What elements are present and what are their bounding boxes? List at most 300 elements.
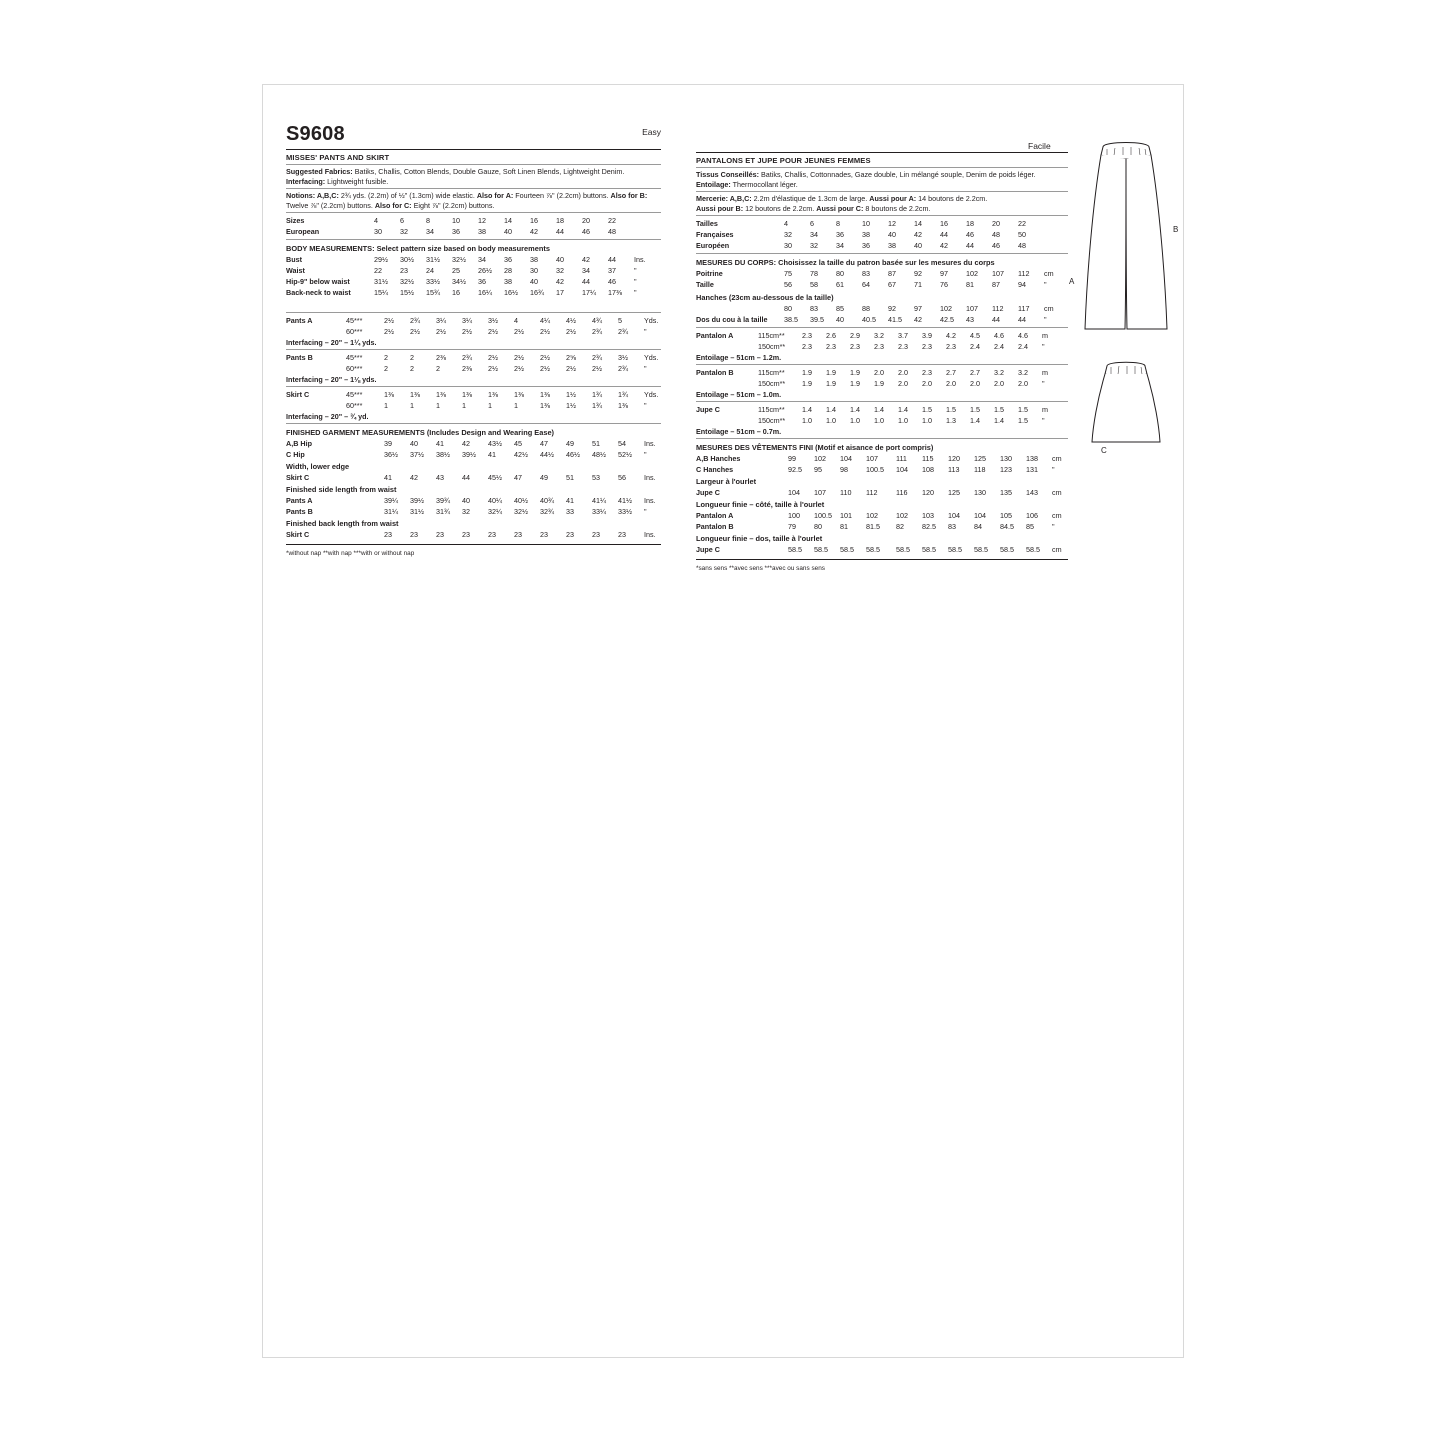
cell: 2⅝ — [566, 353, 576, 362]
cell: 16 — [452, 288, 460, 297]
row-label: Pants B — [286, 353, 313, 362]
cell: 4.6 — [1018, 331, 1028, 340]
unit: Ins. — [644, 530, 656, 539]
cell: 3.7 — [898, 331, 908, 340]
cell: 34 — [426, 227, 434, 236]
cell: 41 — [384, 473, 392, 482]
notions-fr — [696, 194, 1068, 213]
row-label: Skirt C — [286, 473, 310, 482]
cell: 23 — [592, 530, 600, 539]
cell: 58.5 — [866, 545, 880, 554]
cell: 38½ — [436, 450, 450, 459]
cell: 23 — [566, 530, 574, 539]
cell: 38 — [478, 227, 486, 236]
cell: 1⅜ — [462, 390, 472, 399]
row-label: Françaises — [696, 230, 734, 239]
cell: 33½ — [618, 507, 632, 516]
row-label: Pantalon A — [696, 331, 734, 340]
side-length-title-en: Finished side length from waist — [286, 485, 397, 494]
notions-en — [286, 191, 661, 210]
table-row — [286, 506, 661, 517]
notions-b-label-fr: Aussi pour B: — [696, 203, 744, 213]
cell: 2.3 — [946, 342, 956, 351]
cell: 2.0 — [946, 379, 956, 388]
row-label: C Hip — [286, 450, 305, 459]
cell: 46 — [966, 230, 974, 239]
cell: 80 — [836, 269, 844, 278]
cell: 125 — [974, 454, 986, 463]
cell: 1.0 — [826, 416, 836, 425]
cell: 1.5 — [922, 405, 932, 414]
cell: 42 — [940, 241, 948, 250]
cell: 3¼ — [462, 316, 472, 325]
table-row — [696, 314, 1068, 325]
cell: 130 — [1000, 454, 1012, 463]
cell: 1.5 — [970, 405, 980, 414]
cell: 2½ — [436, 327, 446, 336]
cell: 58.5 — [922, 545, 936, 554]
width-lower-edge-title-fr: Largeur à l'ourlet — [696, 477, 757, 486]
cell: 143 — [1026, 488, 1038, 497]
notions-a-text-fr: 14 boutons de 2.2cm. — [916, 194, 988, 203]
cell: 1½ — [566, 390, 576, 399]
unit: " — [1042, 379, 1045, 388]
cell: 4¾ — [592, 316, 602, 325]
cell: 87 — [992, 280, 1000, 289]
cell: 1.4 — [802, 405, 812, 414]
row-label: Pantalon A — [696, 511, 734, 520]
cell: 32 — [556, 266, 564, 275]
row-label: Skirt C — [286, 530, 310, 539]
cell: 16¼ — [478, 288, 492, 297]
divider-fr-bottom — [696, 559, 1068, 560]
suggested-fabrics-en — [286, 167, 661, 186]
fabric-width: 150cm** — [758, 379, 786, 388]
unit: Ins. — [634, 255, 646, 264]
cell: 34 — [836, 241, 844, 250]
interfacing-c-fr: Entoilage – 51cm – 0.7m. — [696, 427, 782, 436]
cell: 44 — [940, 230, 948, 239]
cell: 46 — [992, 241, 1000, 250]
cell: 2.3 — [874, 342, 884, 351]
footnote-en: *without nap **with nap ***with or without nap — [286, 550, 415, 557]
footnote-fr: *sans sens **avec sens ***avec ou sans sens — [696, 565, 825, 572]
fabric-width: 115cm** — [758, 331, 785, 340]
cell: 51 — [592, 439, 600, 448]
cell: 45½ — [488, 473, 502, 482]
french-column — [696, 123, 1068, 572]
cell: 23 — [488, 530, 496, 539]
table-row — [696, 218, 1068, 229]
divider-en-3 — [286, 212, 661, 213]
cell: 3¼ — [436, 316, 446, 325]
cell: 43 — [966, 315, 974, 324]
cell: 107 — [966, 304, 978, 313]
cell: 2.3 — [802, 342, 812, 351]
english-title: MISSES' PANTS AND SKIRT — [286, 153, 390, 162]
cell: 83 — [948, 522, 956, 531]
cell: 39½ — [462, 450, 476, 459]
cell: 8 — [426, 216, 430, 225]
cell: 1⅜ — [384, 390, 394, 399]
cell: 25 — [452, 266, 460, 275]
cell: 1.9 — [826, 368, 836, 377]
hips-table-fr — [696, 303, 1068, 325]
cell: 80 — [814, 522, 822, 531]
cell: 4¼ — [540, 316, 550, 325]
cell: 1.9 — [826, 379, 836, 388]
cell: 104 — [974, 511, 986, 520]
unit: " — [1044, 315, 1047, 324]
cell: 1 — [488, 401, 492, 410]
table-row — [286, 215, 661, 226]
cell: 42 — [914, 230, 922, 239]
cell: 58.5 — [948, 545, 962, 554]
cell: 3.2 — [1018, 368, 1028, 377]
cell: 17 — [556, 288, 564, 297]
cell: 83 — [862, 269, 870, 278]
table-row — [286, 449, 661, 460]
table-row — [286, 276, 661, 287]
unit: m — [1042, 331, 1048, 340]
fabric-width: 60*** — [346, 327, 363, 336]
cell: 2.0 — [970, 379, 980, 388]
hips-title-fr: Hanches (23cm au-dessous de la taille) — [696, 293, 834, 302]
cell: 102 — [966, 269, 978, 278]
cell: 15¼ — [374, 288, 388, 297]
table-row — [286, 326, 661, 337]
row-label: Pantalon B — [696, 522, 734, 531]
unit: cm — [1044, 304, 1054, 313]
cell: 1.4 — [826, 405, 836, 414]
cell: 56 — [784, 280, 792, 289]
table-row — [696, 279, 1068, 290]
cell: 16 — [530, 216, 538, 225]
cell: 85 — [1026, 522, 1034, 531]
cell: 31¾ — [436, 507, 450, 516]
table-row — [696, 415, 1068, 426]
cell: 1.5 — [946, 405, 956, 414]
cell: 2½ — [488, 327, 498, 336]
cell: 71 — [914, 280, 922, 289]
side-length-title-fr: Longueur finie – côté, taille à l'ourlet — [696, 500, 825, 509]
french-title: PANTALONS ET JUPE POUR JEUNES FEMMES — [696, 156, 871, 165]
cell: 102 — [814, 454, 826, 463]
cell: 40 — [914, 241, 922, 250]
fabric-width: 45*** — [346, 316, 363, 325]
cell: 84.5 — [1000, 522, 1014, 531]
cell: 2.7 — [970, 368, 980, 377]
cell: 102 — [940, 304, 952, 313]
cell: 39¼ — [384, 496, 398, 505]
divider-en-4 — [286, 239, 661, 240]
cell: 112 — [992, 304, 1004, 313]
cell: 44 — [992, 315, 1000, 324]
cell: 2.9 — [850, 331, 860, 340]
cell: 36 — [478, 277, 486, 286]
cell: 6 — [810, 219, 814, 228]
cell: 52½ — [618, 450, 632, 459]
side-length-table-fr — [696, 510, 1068, 532]
cell: 87 — [888, 269, 896, 278]
row-label: Pants A — [286, 496, 313, 505]
cell: 2.0 — [1018, 379, 1028, 388]
cell: 1.9 — [802, 368, 812, 377]
table-row — [286, 472, 661, 483]
cell: 2½ — [462, 327, 472, 336]
cell: 67 — [888, 280, 896, 289]
unit: cm — [1052, 454, 1062, 463]
cell: 4.6 — [994, 331, 1004, 340]
cell: 38 — [504, 277, 512, 286]
cell: 40¼ — [488, 496, 502, 505]
cell: 16¾ — [530, 288, 544, 297]
cell: 38 — [888, 241, 896, 250]
cell: 120 — [948, 454, 960, 463]
cell: 23 — [618, 530, 626, 539]
cell: 36 — [862, 241, 870, 250]
cell: 8 — [836, 219, 840, 228]
cell: 31½ — [426, 255, 440, 264]
cell: 83 — [810, 304, 818, 313]
european-label-en: European — [286, 227, 320, 236]
table-row — [696, 487, 1068, 498]
cell: 2½ — [410, 327, 420, 336]
notions-b-text-fr: 12 boutons de 2.2cm. — [743, 203, 817, 213]
table-row — [286, 265, 661, 276]
table-row — [286, 254, 661, 265]
cell: 78 — [810, 269, 818, 278]
difficulty-en: Easy — [642, 127, 661, 137]
divider-en-2 — [286, 188, 661, 189]
cell: 1¾ — [618, 390, 628, 399]
cell: 29½ — [374, 255, 388, 264]
cell: 33 — [566, 507, 574, 516]
row-label: Pants A — [286, 316, 313, 325]
cell: 2.3 — [850, 342, 860, 351]
notions-label-fr: Mercerie: A,B,C: — [696, 194, 752, 203]
table-row — [696, 367, 1068, 378]
body-measurements-table-en — [286, 254, 661, 298]
unit: " — [634, 277, 637, 286]
cell: 33¼ — [592, 507, 606, 516]
cell: 1.4 — [898, 405, 908, 414]
cell — [634, 226, 661, 237]
cell: 41½ — [618, 496, 632, 505]
cell: 32 — [810, 241, 818, 250]
notions-a-label-en: Also for A: — [476, 191, 514, 200]
unit: " — [644, 401, 647, 410]
cell: 43 — [436, 473, 444, 482]
cell: 1.9 — [850, 379, 860, 388]
cell: 1.9 — [874, 379, 884, 388]
cell: 112 — [866, 488, 878, 497]
cell: 39¾ — [436, 496, 450, 505]
back-length-title-en: Finished back length from waist — [286, 519, 399, 528]
cell: 117 — [1018, 304, 1030, 313]
cell: 58.5 — [788, 545, 802, 554]
table-row — [696, 510, 1068, 521]
cell: 103 — [922, 511, 934, 520]
cell: 34 — [810, 230, 818, 239]
divider-en-5 — [286, 312, 661, 313]
row-label: Dos du cou à la taille — [696, 315, 768, 324]
unit: Ins. — [644, 439, 656, 448]
difficulty-fr: Facile — [1028, 141, 1051, 151]
fabric-width: 60*** — [346, 364, 363, 373]
cell: 2.4 — [1018, 342, 1028, 351]
cell: 58.5 — [814, 545, 828, 554]
cell: 23 — [384, 530, 392, 539]
pants-line-drawing — [1081, 133, 1179, 343]
cell: 3.2 — [874, 331, 884, 340]
cell: 4.2 — [946, 331, 956, 340]
cell: 41¼ — [592, 496, 606, 505]
cell: 44 — [556, 227, 564, 236]
cell: 2 — [410, 364, 414, 373]
cell: 2¾ — [592, 353, 602, 362]
cell: 2½ — [488, 353, 498, 362]
finished-measurements-table-en — [286, 438, 661, 460]
cell: 79 — [788, 522, 796, 531]
row-label: Jupe C — [696, 405, 720, 414]
sizes-label-fr: Tailles — [696, 219, 718, 228]
cell: 81 — [840, 522, 848, 531]
cell: 92 — [914, 269, 922, 278]
table-row — [696, 404, 1068, 415]
divider-fr-1 — [696, 167, 1068, 168]
interfacing-b-fr: Entoilage – 51cm – 1.0m. — [696, 390, 782, 399]
cell: 28 — [504, 266, 512, 275]
cell: 23 — [462, 530, 470, 539]
cell: 46½ — [566, 450, 580, 459]
cell: 46 — [582, 227, 590, 236]
interfacing-b-en: Interfacing – 20" – 1⅛ yds. — [286, 375, 377, 384]
cell: 47 — [514, 473, 522, 482]
cell: 37½ — [410, 450, 424, 459]
cell: 1 — [514, 401, 518, 410]
cell: 92 — [888, 304, 896, 313]
fabrics-text-en: Batiks, Challis, Cotton Blends, Double Gauze, Soft Linen Blends, Lightweight Denim. — [352, 167, 625, 176]
cell: 1 — [462, 401, 466, 410]
divider-fr-3 — [696, 215, 1068, 216]
table-row — [286, 287, 661, 298]
cell: 58.5 — [896, 545, 910, 554]
fabrics-label-en: Suggested Fabrics: — [286, 167, 353, 176]
skirt-line-drawing — [1081, 356, 1176, 456]
row-label: Hip-9" below waist — [286, 277, 350, 286]
cell: 76 — [940, 280, 948, 289]
fabric-width: 115cm** — [758, 405, 785, 414]
cell: 40.5 — [862, 315, 876, 324]
cell: 23 — [540, 530, 548, 539]
row-label — [696, 303, 784, 314]
body-measurements-title-en: BODY MEASUREMENTS: Select pattern size based on body measurements — [286, 244, 550, 253]
cell: 4½ — [566, 316, 576, 325]
cell: 40¾ — [540, 496, 554, 505]
row-label: A,B Hip — [286, 439, 312, 448]
cell: 2.3 — [898, 342, 908, 351]
cell: 32 — [400, 227, 408, 236]
cell: 2.0 — [874, 368, 884, 377]
divider-en-6 — [286, 349, 661, 350]
cell: 15½ — [400, 288, 414, 297]
cell: 39½ — [410, 496, 424, 505]
cell: 12 — [478, 216, 486, 225]
unit: " — [1042, 416, 1045, 425]
cell: 1½ — [566, 401, 576, 410]
cell: 2.0 — [994, 379, 1004, 388]
row-label: Jupe C — [696, 545, 720, 554]
english-column — [286, 123, 661, 557]
table-row — [696, 544, 1068, 555]
finished-measurements-table-fr — [696, 453, 1068, 475]
cell: 118 — [974, 465, 986, 474]
side-length-table-en — [286, 495, 661, 517]
table-row — [696, 330, 1068, 341]
cell: 2 — [384, 353, 388, 362]
cell: 14 — [914, 219, 922, 228]
cell: 42 — [462, 439, 470, 448]
cell: 42 — [556, 277, 564, 286]
cell: 42½ — [514, 450, 528, 459]
cell: 2.0 — [898, 368, 908, 377]
cell: 2⅜ — [462, 364, 472, 373]
cell: 42.5 — [940, 315, 954, 324]
width-table-en — [286, 472, 661, 483]
unit: " — [644, 327, 647, 336]
cell: 32¾ — [540, 507, 554, 516]
cell: 54 — [618, 439, 626, 448]
notions-a-label-fr: Aussi pour A: — [869, 194, 917, 203]
fabric-width: 60*** — [346, 401, 363, 410]
divider-fr-8 — [696, 438, 1068, 439]
cell: 40 — [530, 277, 538, 286]
table-row — [286, 315, 661, 326]
skirt-drawing-group — [1081, 356, 1181, 466]
cell: 10 — [452, 216, 460, 225]
cell: 125 — [948, 488, 960, 497]
cell: 84 — [974, 522, 982, 531]
cell: 1.0 — [898, 416, 908, 425]
cell: 32½ — [452, 255, 466, 264]
divider-top-fr — [696, 152, 1068, 153]
table-row — [696, 240, 1068, 251]
cell: 48½ — [592, 450, 606, 459]
cell: 48 — [608, 227, 616, 236]
cell: 1.0 — [922, 416, 932, 425]
notions-c-text-fr: 8 boutons de 2.2cm. — [863, 203, 931, 213]
cell: 40 — [410, 439, 418, 448]
cell: 20 — [582, 216, 590, 225]
cell: 1.5 — [1018, 416, 1028, 425]
unit: " — [644, 364, 647, 373]
size-table-fr — [696, 218, 1068, 251]
cell: 107 — [866, 454, 878, 463]
interfacing-text-en: Lightweight fusible. — [325, 176, 389, 186]
unit: " — [1052, 465, 1055, 474]
cell: 23 — [514, 530, 522, 539]
cell: 6 — [400, 216, 404, 225]
notions-a-text-en: Fourteen ⅞" (2.2cm) buttons. — [513, 191, 611, 200]
cell: 48 — [992, 230, 1000, 239]
divider-fr-4 — [696, 253, 1068, 254]
cell: 30 — [784, 241, 792, 250]
cell: 120 — [922, 488, 934, 497]
cell: 17¼ — [582, 288, 596, 297]
cell: 2.3 — [826, 342, 836, 351]
yardage-table-fr-a — [696, 330, 1068, 352]
